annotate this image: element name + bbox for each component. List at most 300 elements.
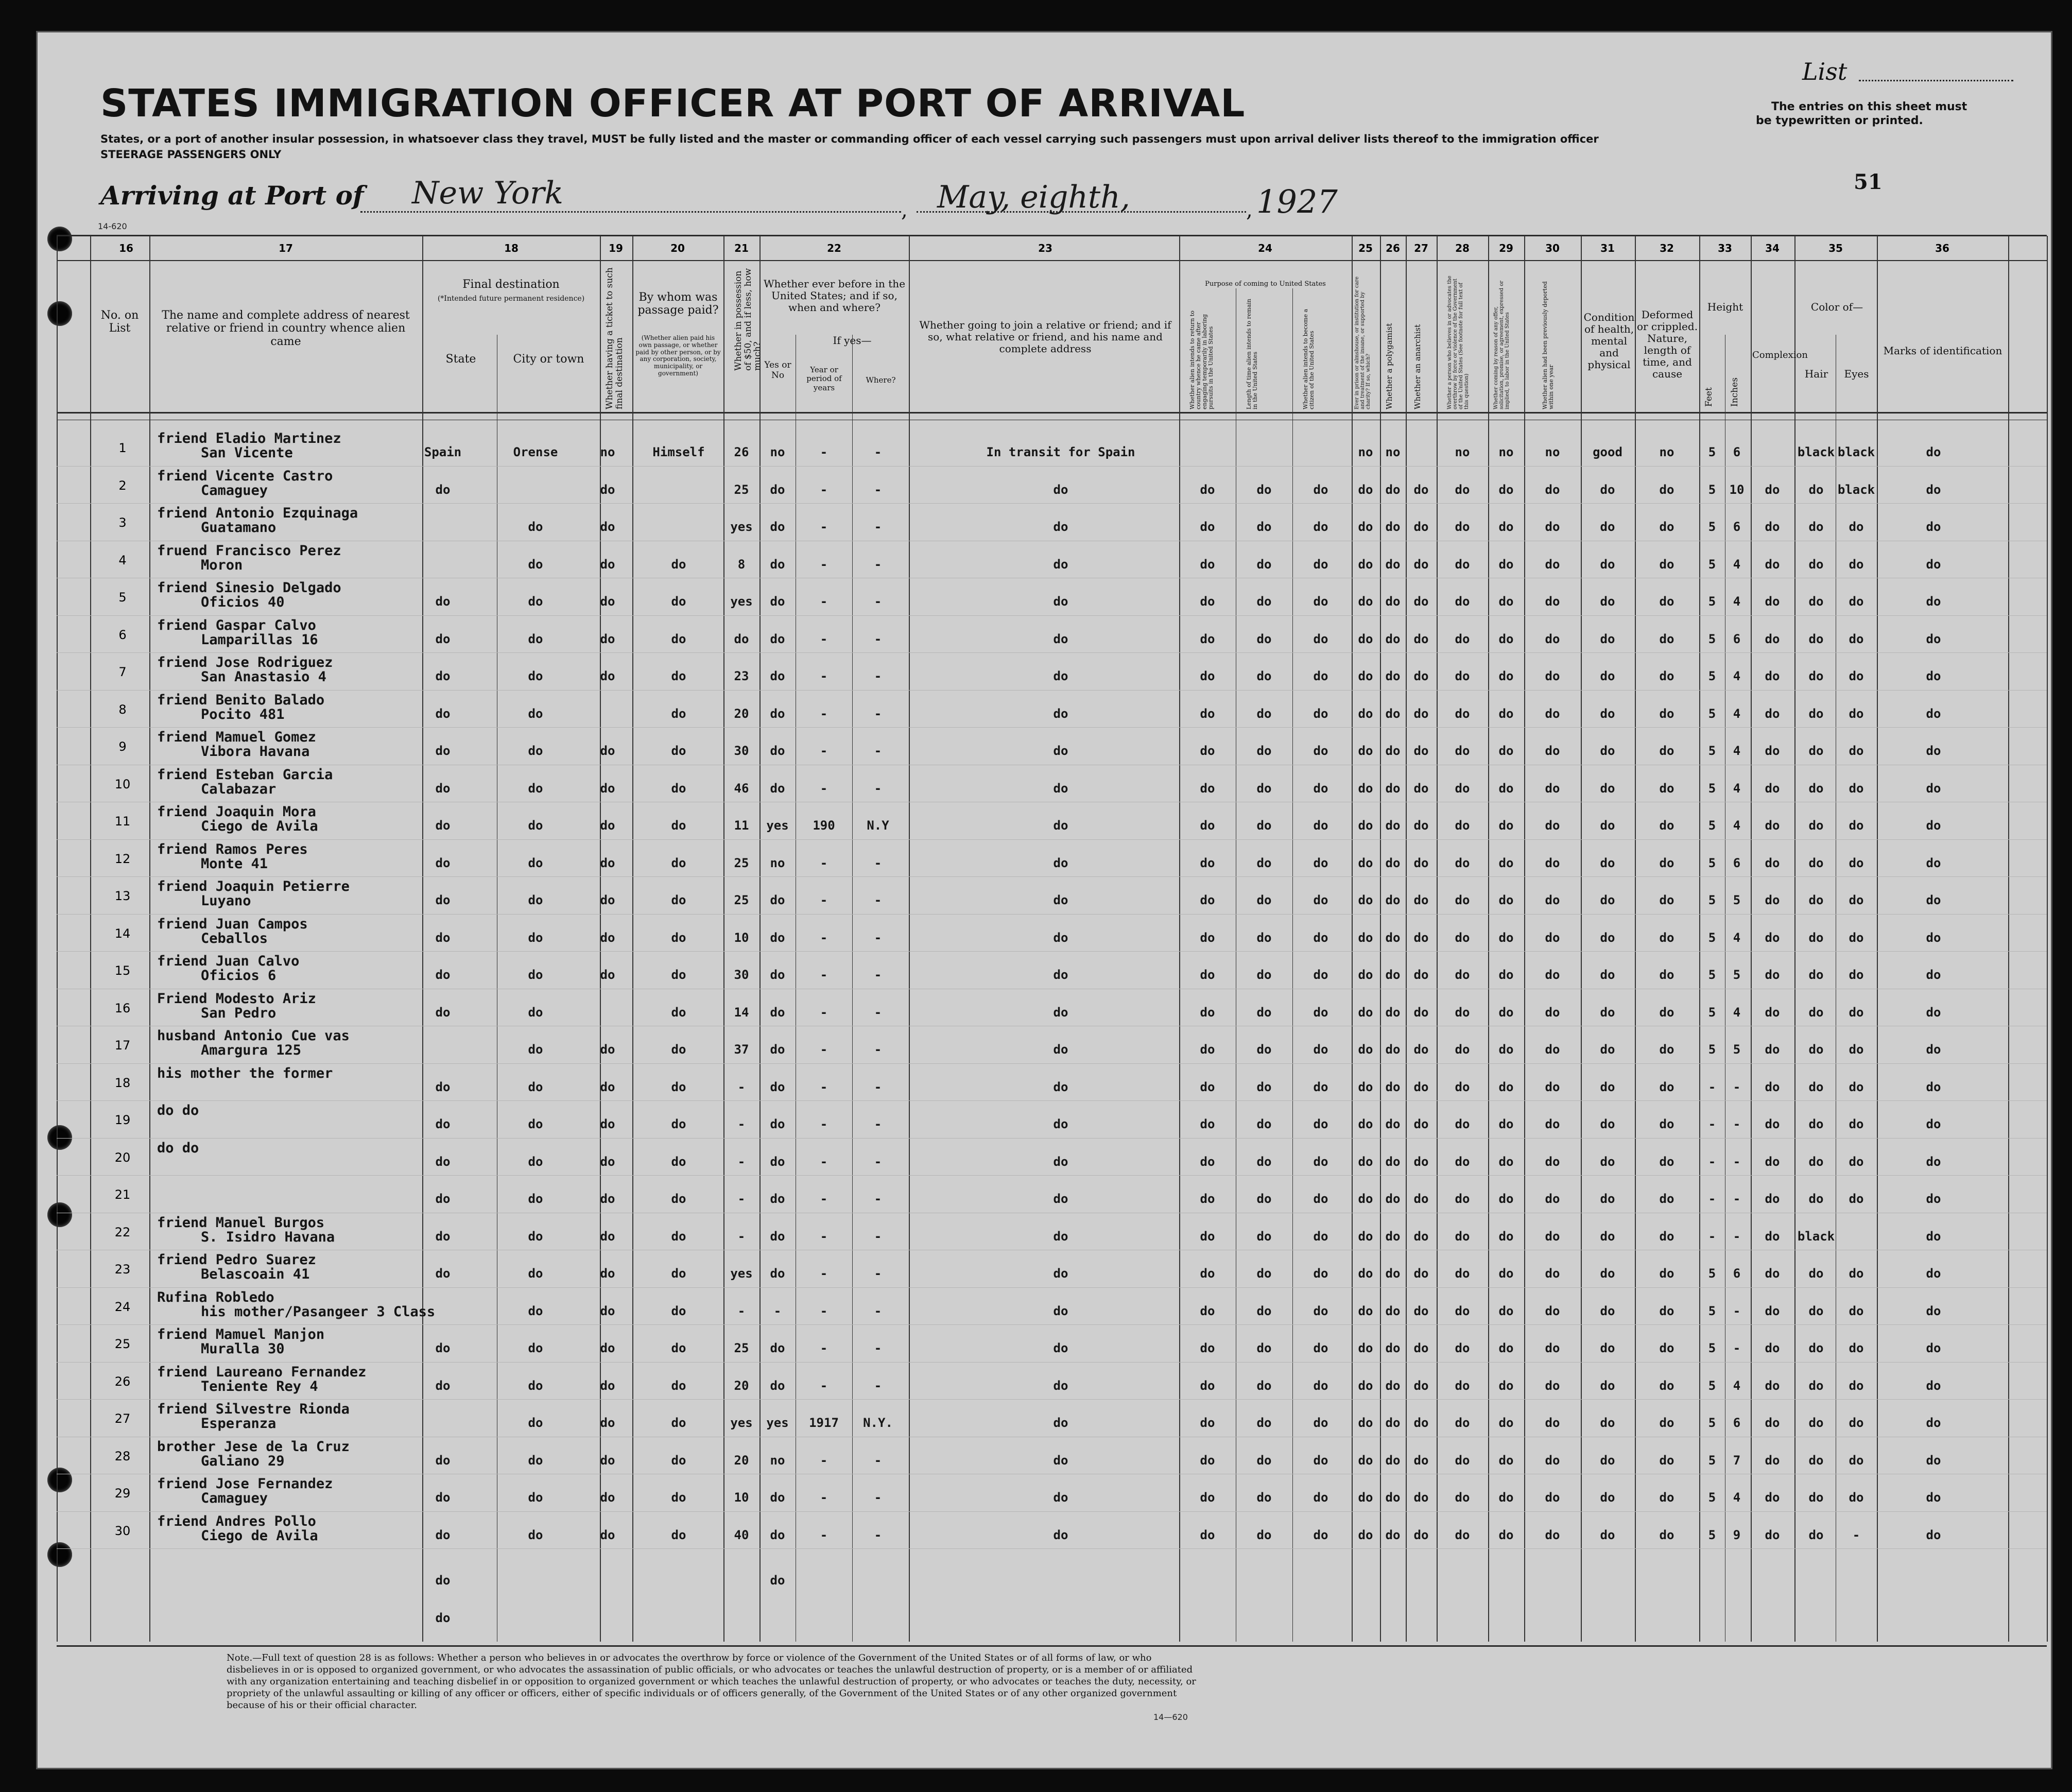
cell-deformed: do — [1659, 631, 1674, 646]
cell-p28: do — [1455, 1378, 1470, 1393]
cell-ticket: do — [600, 1341, 615, 1355]
cell-hair: do — [1808, 818, 1824, 833]
cell-eyes: do — [1849, 1341, 1864, 1355]
cell-deformed: do — [1659, 482, 1674, 497]
trailing-state: do — [435, 1611, 451, 1625]
cell-hair: do — [1808, 1079, 1824, 1094]
cell-city: do — [528, 1079, 543, 1094]
relative-name: do do — [157, 1140, 199, 1156]
cell-p29: do — [1498, 1042, 1514, 1057]
cell-complexion: do — [1765, 1266, 1780, 1281]
cell-paid: Himself — [652, 445, 705, 459]
cell-paid: do — [671, 631, 686, 646]
cell-join: do — [1053, 482, 1068, 497]
header-overthrow: Whether a person who believes in or advocates the overthrow by force or violence of the Government of the United States (See footnote for full text of this question) — [1447, 275, 1470, 409]
cell-year: 190 — [813, 818, 835, 833]
cell-p27: do — [1413, 594, 1429, 609]
cell-complexion: do — [1765, 855, 1780, 870]
cell-ticket: do — [600, 1527, 615, 1542]
cell-before: do — [770, 930, 785, 945]
row-number: 29 — [114, 1486, 131, 1501]
cell-state: do — [435, 1192, 451, 1206]
cell-eyes: black — [1837, 482, 1875, 497]
cell-health: do — [1600, 818, 1615, 833]
cell-p24a: do — [1200, 669, 1215, 683]
cell-join: do — [1053, 1005, 1068, 1020]
cell-p30: do — [1545, 557, 1560, 572]
cell-p30: do — [1545, 631, 1560, 646]
relative-name: friend Joaquin Petierre — [157, 878, 350, 894]
relative-name: friend Juan Calvo — [157, 953, 300, 969]
cell-complexion: do — [1765, 1005, 1780, 1020]
cell-p24a: do — [1200, 1303, 1215, 1318]
cell-health: do — [1600, 893, 1615, 907]
cell-p24b: do — [1256, 1117, 1272, 1131]
cell-ticket: do — [600, 1416, 615, 1430]
cell-p24c: do — [1313, 893, 1328, 907]
cell-marks: do — [1926, 893, 1941, 907]
cell-p24c: do — [1313, 1453, 1328, 1468]
cell-state: do — [435, 1378, 451, 1393]
cell-feet: 5 — [1708, 818, 1716, 833]
cell-p24a: do — [1200, 855, 1215, 870]
cell-before: yes — [766, 818, 789, 833]
cell-hair: do — [1808, 855, 1824, 870]
cell-marks: do — [1926, 669, 1941, 683]
cell-hair: do — [1808, 706, 1824, 721]
cell-complexion: do — [1765, 781, 1780, 796]
cell-paid: do — [671, 1416, 686, 1430]
cell-p29: do — [1498, 744, 1514, 758]
cell-p26: do — [1385, 631, 1401, 646]
cell-p24b: do — [1256, 594, 1272, 609]
cell-complexion: do — [1765, 520, 1780, 534]
cell-paid: do — [671, 1229, 686, 1244]
column-number: 17 — [279, 242, 293, 254]
cell-state: do — [435, 1229, 451, 1244]
cell-feet: 5 — [1708, 930, 1716, 945]
cell-ticket: do — [600, 818, 615, 833]
cell-p24c: do — [1313, 1490, 1328, 1505]
cell-where: - — [874, 744, 882, 758]
cell-health: do — [1600, 1229, 1615, 1244]
cell-p29: do — [1498, 1154, 1514, 1169]
cell-eyes: do — [1849, 1378, 1864, 1393]
cell-hair: do — [1808, 1341, 1824, 1355]
header-labor-offer: Whether coming by reason of any offer, solicitation, promise, or agreement, expressed or implied, to labor in the United States — [1493, 280, 1510, 409]
cell-hair: do — [1808, 520, 1824, 534]
cell-paid: do — [671, 1117, 686, 1131]
relative-address: his mother/Pasangeer 3 Class — [201, 1303, 436, 1320]
relative-name: friend Joaquin Mora — [157, 804, 316, 820]
cell-money: - — [737, 1079, 746, 1094]
cell-state: Spain — [424, 445, 462, 459]
cell-p24a: do — [1200, 1490, 1215, 1505]
cell-health: do — [1600, 706, 1615, 721]
cell-health: do — [1600, 1154, 1615, 1169]
cell-deformed: do — [1659, 1042, 1674, 1057]
cell-p28: do — [1455, 1341, 1470, 1355]
trailing-state: do — [435, 1573, 451, 1588]
cell-complexion: do — [1765, 1154, 1780, 1169]
cell-join: do — [1053, 1341, 1068, 1355]
cell-money: 20 — [734, 1378, 749, 1393]
cell-where: - — [874, 1154, 882, 1169]
relative-name: husband Antonio Cue vas — [157, 1028, 350, 1044]
cell-p27: do — [1413, 1042, 1429, 1057]
cell-before: do — [770, 1154, 785, 1169]
cell-paid: do — [671, 893, 686, 907]
header-purpose: Purpose of coming to United States — [1205, 280, 1326, 288]
cell-p26: do — [1385, 781, 1401, 796]
cell-feet: - — [1708, 1229, 1716, 1244]
column-number: 21 — [734, 242, 749, 254]
binder-hole — [47, 1542, 72, 1567]
row-number: 5 — [118, 590, 127, 605]
cell-feet: 5 — [1708, 1490, 1716, 1505]
cell-feet: - — [1708, 1154, 1716, 1169]
cell-p30: do — [1545, 1378, 1560, 1393]
cell-marks: do — [1926, 930, 1941, 945]
cell-p24b: do — [1256, 1229, 1272, 1244]
cell-p25: do — [1358, 631, 1373, 646]
cell-p26: do — [1385, 1192, 1401, 1206]
binder-hole — [47, 301, 72, 326]
cell-p25: do — [1358, 781, 1373, 796]
cell-p30: do — [1545, 744, 1560, 758]
cell-year: 1917 — [809, 1416, 839, 1430]
cell-city: Orense — [513, 445, 558, 459]
cell-p25: do — [1358, 1416, 1373, 1430]
relative-address: Vibora Havana — [201, 744, 310, 760]
cell-p26: do — [1385, 1154, 1401, 1169]
cell-feet: 5 — [1708, 1303, 1716, 1318]
cell-money: 25 — [734, 855, 749, 870]
cell-p24b: do — [1256, 1042, 1272, 1057]
row-rule — [57, 1100, 2047, 1101]
cell-ticket: do — [600, 482, 615, 497]
cell-p24a: do — [1200, 482, 1215, 497]
cell-deformed: do — [1659, 1490, 1674, 1505]
cell-city: do — [528, 893, 543, 907]
cell-p28: do — [1455, 1490, 1470, 1505]
cell-p29: do — [1498, 1266, 1514, 1281]
relative-name: friend Jose Fernandez — [157, 1476, 333, 1492]
cell-money: 37 — [734, 1042, 749, 1057]
column-number: 30 — [1545, 242, 1560, 254]
cell-before: do — [770, 1079, 785, 1094]
cell-p24a: do — [1200, 968, 1215, 982]
cell-p26: do — [1385, 1042, 1401, 1057]
relative-name: friend Pedro Suarez — [157, 1252, 316, 1268]
cell-p27: do — [1413, 744, 1429, 758]
cell-inches: 4 — [1733, 1005, 1741, 1020]
cell-year: - — [820, 557, 828, 572]
list-label: List — [1802, 58, 1847, 85]
relative-name: friend Esteban Garcia — [157, 766, 333, 783]
cell-p25: do — [1358, 893, 1373, 907]
cell-where: - — [874, 1378, 882, 1393]
cell-p24b: do — [1256, 1490, 1272, 1505]
relative-address: Galiano 29 — [201, 1453, 285, 1469]
cell-eyes: do — [1849, 1005, 1864, 1020]
cell-before: no — [770, 855, 785, 870]
manifest-sheet — [36, 31, 2052, 1769]
cell-feet: 5 — [1708, 1378, 1716, 1393]
cell-paid: do — [671, 1079, 686, 1094]
cell-health: do — [1600, 1341, 1615, 1355]
cell-ticket: do — [600, 1378, 615, 1393]
row-rule — [57, 1287, 2047, 1288]
row-rule — [57, 876, 2047, 877]
cell-join: In transit for Spain — [986, 445, 1135, 459]
cell-ticket: do — [600, 968, 615, 982]
cell-feet: 5 — [1708, 1416, 1716, 1430]
cell-p30: do — [1545, 1341, 1560, 1355]
cell-money: 46 — [734, 781, 749, 796]
cell-year: - — [820, 1042, 828, 1057]
row-number: 15 — [114, 963, 131, 978]
cell-p24b: do — [1256, 706, 1272, 721]
cell-p24b: do — [1256, 669, 1272, 683]
cell-p24c: do — [1313, 855, 1328, 870]
cell-ticket: do — [600, 1192, 615, 1206]
cell-money: yes — [730, 1416, 753, 1430]
header-complexion: Complexion — [1752, 350, 1808, 360]
cell-health: do — [1600, 669, 1615, 683]
cell-deformed: do — [1659, 1416, 1674, 1430]
cell-feet: 5 — [1708, 744, 1716, 758]
binder-hole — [47, 1202, 72, 1227]
cell-p26: do — [1385, 744, 1401, 758]
header-ticket: Whether having a ticket to such final destination — [605, 267, 625, 409]
cell-p24b: do — [1256, 1416, 1272, 1430]
relative-name: friend Sinesio Delgado — [157, 580, 341, 596]
cell-join: do — [1053, 1490, 1068, 1505]
cell-eyes: do — [1849, 1117, 1864, 1131]
cell-year: - — [820, 930, 828, 945]
cell-city: do — [528, 1192, 543, 1206]
header-money: Whether in possession of $50, and if less, how much? — [733, 268, 763, 371]
cell-p30: do — [1545, 818, 1560, 833]
cell-p25: do — [1358, 1490, 1373, 1505]
row-rule — [57, 503, 2047, 504]
cell-join: do — [1053, 1079, 1068, 1094]
cell-join: do — [1053, 1453, 1068, 1468]
cell-join: do — [1053, 1154, 1068, 1169]
row-number: 8 — [118, 702, 127, 717]
relative-address: Muralla 30 — [201, 1341, 285, 1357]
cell-health: do — [1600, 1192, 1615, 1206]
cell-ticket: do — [600, 855, 615, 870]
cell-hair: do — [1808, 1005, 1824, 1020]
cell-p24c: do — [1313, 1378, 1328, 1393]
cell-p24a: do — [1200, 1341, 1215, 1355]
cell-state: do — [435, 594, 451, 609]
cell-before: do — [770, 744, 785, 758]
cell-complexion: do — [1765, 1453, 1780, 1468]
cell-year: - — [820, 1303, 828, 1318]
cell-ticket: do — [600, 1453, 615, 1468]
cell-complexion: do — [1765, 1079, 1780, 1094]
cell-complexion: do — [1765, 1303, 1780, 1318]
cell-year: - — [820, 706, 828, 721]
relative-address: Teniente Rey 4 — [201, 1378, 318, 1394]
column-number: 33 — [1718, 242, 1732, 254]
cell-p27: do — [1413, 1079, 1429, 1094]
row-number: 24 — [114, 1299, 131, 1314]
cell-feet: 5 — [1708, 855, 1716, 870]
cell-p24c: do — [1313, 557, 1328, 572]
cell-state: do — [435, 968, 451, 982]
cell-where: - — [874, 1490, 882, 1505]
header-where: Where? — [866, 375, 896, 385]
cell-join: do — [1053, 1527, 1068, 1542]
relative-name: his mother the former — [157, 1065, 333, 1081]
cell-money: - — [737, 1303, 746, 1318]
cell-where: - — [874, 1266, 882, 1281]
cell-p24c: do — [1313, 1341, 1328, 1355]
row-number: 17 — [114, 1038, 131, 1053]
cell-p24b: do — [1256, 968, 1272, 982]
cell-p25: do — [1358, 855, 1373, 870]
cell-complexion: do — [1765, 482, 1780, 497]
row-number: 1 — [118, 441, 127, 455]
cell-p24c: do — [1313, 1042, 1328, 1057]
cell-p25: do — [1358, 1117, 1373, 1131]
cell-p24b: do — [1256, 893, 1272, 907]
cell-where: - — [874, 520, 882, 534]
cell-city: do — [528, 930, 543, 945]
header-purpose-citizen: Whether alien intends to become a citizen of the United States — [1302, 308, 1316, 409]
cell-city: do — [528, 1490, 543, 1505]
cell-deformed: do — [1659, 781, 1674, 796]
cell-p26: do — [1385, 1378, 1401, 1393]
cell-marks: do — [1926, 1303, 1941, 1318]
row-rule — [57, 1175, 2047, 1176]
cell-year: - — [820, 781, 828, 796]
relative-name: friend Silvestre Rionda — [157, 1401, 350, 1417]
cell-health: do — [1600, 1266, 1615, 1281]
cell-join: do — [1053, 781, 1068, 796]
relative-address: Ciego de Avila — [201, 1527, 318, 1544]
cell-city: do — [528, 557, 543, 572]
cell-p24a: do — [1200, 818, 1215, 833]
cell-p28: do — [1455, 557, 1470, 572]
cell-health: good — [1593, 445, 1622, 459]
cell-p25: do — [1358, 520, 1373, 534]
cell-hair: do — [1808, 1266, 1824, 1281]
cell-marks: do — [1926, 818, 1941, 833]
cell-money: 23 — [734, 669, 749, 683]
cell-p24c: do — [1313, 594, 1328, 609]
cell-p30: do — [1545, 520, 1560, 534]
cell-p25: do — [1358, 1005, 1373, 1020]
cell-marks: do — [1926, 744, 1941, 758]
cell-join: do — [1053, 1378, 1068, 1393]
cell-where: - — [874, 1527, 882, 1542]
cell-feet: 5 — [1708, 893, 1716, 907]
cell-before: - — [773, 1303, 782, 1318]
relative-name: do do — [157, 1102, 199, 1118]
cell-marks: do — [1926, 1042, 1941, 1057]
cell-p30: do — [1545, 594, 1560, 609]
cell-p29: do — [1498, 1229, 1514, 1244]
relative-address: Moron — [201, 557, 243, 573]
relative-address: S. Isidro Havana — [201, 1229, 335, 1245]
cell-before: do — [770, 1490, 785, 1505]
relative-name: friend Antonio Ezquinaga — [157, 505, 358, 521]
cell-p24a: do — [1200, 520, 1215, 534]
cell-city: do — [528, 631, 543, 646]
cell-paid: do — [671, 744, 686, 758]
cell-feet: 5 — [1708, 482, 1716, 497]
row-number: 30 — [114, 1523, 131, 1538]
cell-p29: do — [1498, 781, 1514, 796]
cell-health: do — [1600, 781, 1615, 796]
header-final-destination: Final destination — [462, 278, 560, 291]
cell-p25: do — [1358, 669, 1373, 683]
header-passage-paid: By whom was passage paid? — [637, 291, 719, 317]
cell-p26: do — [1385, 968, 1401, 982]
cell-ticket: do — [600, 744, 615, 758]
cell-complexion: do — [1765, 594, 1780, 609]
cell-where: - — [874, 893, 882, 907]
cell-p30: do — [1545, 706, 1560, 721]
cell-money: 11 — [734, 818, 749, 833]
cell-p29: do — [1498, 706, 1514, 721]
cell-p24c: do — [1313, 520, 1328, 534]
cell-city: do — [528, 1453, 543, 1468]
relative-address: Belascoain 41 — [201, 1266, 310, 1282]
relative-address: Ciego de Avila — [201, 818, 318, 834]
row-rule — [57, 1511, 2047, 1512]
row-number: 10 — [114, 777, 131, 791]
cell-p27: do — [1413, 1266, 1429, 1281]
cell-marks: do — [1926, 482, 1941, 497]
relative-name: friend Mamuel Gomez — [157, 729, 316, 745]
cell-ticket: do — [600, 1079, 615, 1094]
cell-deformed: do — [1659, 1378, 1674, 1393]
cell-p25: do — [1358, 594, 1373, 609]
cell-p29: do — [1498, 818, 1514, 833]
cell-p27: do — [1413, 1490, 1429, 1505]
cell-complexion: do — [1765, 1378, 1780, 1393]
cell-join: do — [1053, 744, 1068, 758]
cell-p29: do — [1498, 1416, 1514, 1430]
cell-p26: do — [1385, 855, 1401, 870]
cell-money: 8 — [737, 557, 746, 572]
cell-money: 30 — [734, 744, 749, 758]
cell-p24c: do — [1313, 1154, 1328, 1169]
cell-p24b: do — [1256, 1378, 1272, 1393]
cell-state: do — [435, 1453, 451, 1468]
cell-p26: do — [1385, 818, 1401, 833]
cell-year: - — [820, 1527, 828, 1542]
cell-health: do — [1600, 1378, 1615, 1393]
cell-complexion: do — [1765, 669, 1780, 683]
cell-where: - — [874, 968, 882, 982]
cell-marks: do — [1926, 1527, 1941, 1542]
cell-join: do — [1053, 818, 1068, 833]
cell-before: do — [770, 631, 785, 646]
cell-before: do — [770, 706, 785, 721]
column-number: 36 — [1935, 242, 1949, 254]
cell-hair: do — [1808, 1303, 1824, 1318]
cell-before: do — [770, 520, 785, 534]
cell-p30: no — [1545, 445, 1560, 459]
cell-marks: do — [1926, 1453, 1941, 1468]
